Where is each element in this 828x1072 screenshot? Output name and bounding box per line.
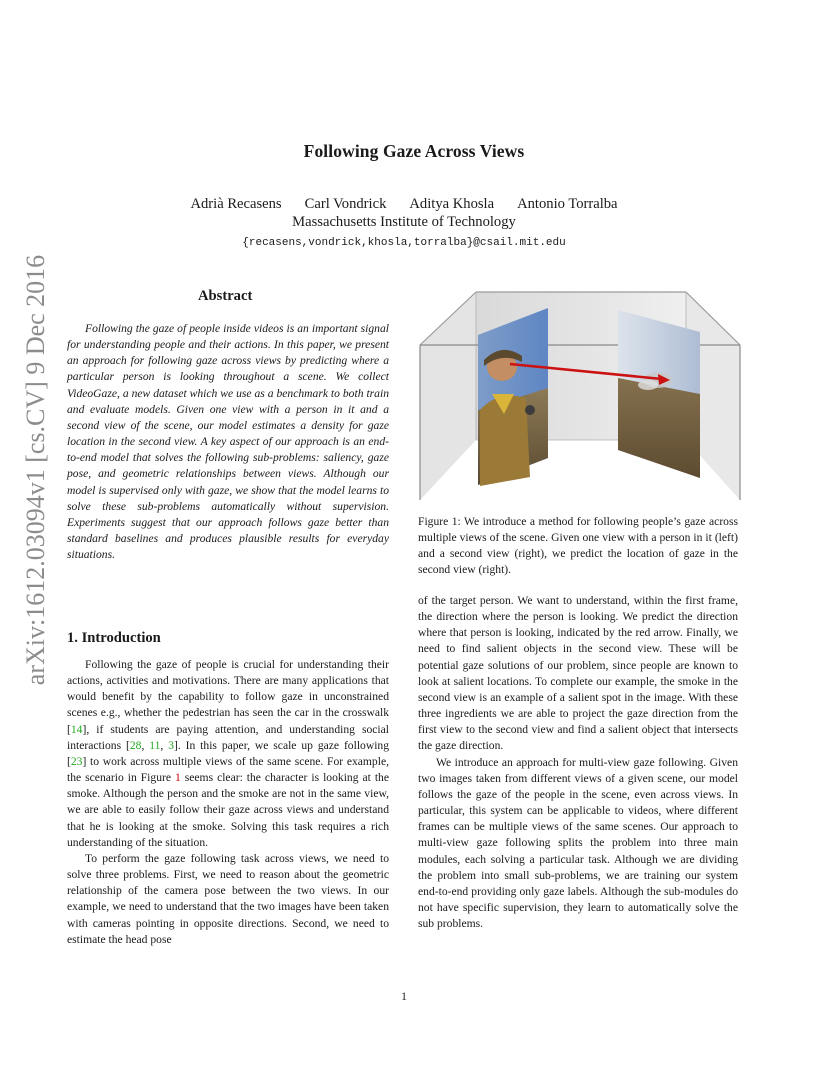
- citation-link[interactable]: 11: [149, 738, 161, 752]
- intro-right-column: [418, 593, 738, 932]
- intro-paragraph-2: To perform the gaze following task across views, we need to solve three problems. First, we need to reason about the geometric relationship of the camera pose between the two views. In our example, we need to understand that the two images have been taken with cameras pointing in opposite directions. Second, we need to estimate the head pose: [67, 851, 389, 946]
- author-emails: {recasens,vondrick,khosla,torralba}@csail.mit.edu: [242, 237, 566, 249]
- author-name: Adrià Recasens: [190, 196, 282, 212]
- figure-1: [418, 290, 742, 502]
- figure-1-caption: Figure 1: We introduce a method for following people’s gaze across multiple views of the scene. Given one view with a person in it (left) and a second view (right), we predict the location of gaze in the second view (right).: [418, 515, 738, 577]
- view-2-image: [618, 310, 700, 478]
- citation-link[interactable]: 3: [168, 738, 174, 752]
- page-number: 1: [401, 990, 407, 1003]
- abstract-heading: Abstract: [198, 288, 253, 304]
- arxiv-stamp: arXiv:1612.03094v1 [cs.CV] 9 Dec 2016: [21, 254, 50, 686]
- author-name: Carl Vondrick: [304, 196, 387, 212]
- figure-1-illustration: [418, 290, 742, 502]
- citation-link[interactable]: 23: [70, 754, 83, 768]
- author-name: Aditya Khosla: [409, 196, 495, 212]
- author-list: [0, 196, 808, 213]
- affiliation: Massachusetts Institute of Technology: [292, 214, 516, 230]
- paper-title: Following Gaze Across Views: [303, 141, 525, 161]
- abstract-text: Following the gaze of people inside videos is an important signal for understanding people and their actions. In this paper, we present an approach for following gaze across views by predicting where a particular person is looking throughout a scene. We collect VideoGaze, a new dataset which we use as a benchmark to both train and evaluate models. Given one view with a person in it and a second view of the scene, our model estimates a density for gaze location in the second view. A key aspect of our approach is an end-to-end model that solves the following sub-problems: saliency, gaze pose, and geometric relationships between views. Although our model is supervised only with gaze, we show that the model learns to solve these sub-problems automatically without supervision. Experiments suggest that our approach follows gaze better than standard baselines and produces plausible results for everyday situations.: [67, 322, 389, 562]
- figure-link[interactable]: 1: [174, 771, 181, 785]
- section-heading: 1. Introduction: [67, 630, 161, 646]
- citation-link[interactable]: 14: [70, 722, 83, 736]
- intro-left-column: [67, 657, 389, 948]
- author-name: Antonio Torralba: [517, 196, 618, 212]
- intro-paragraph-1: Following the gaze of people is crucial for understanding their actions, activities and motivations. There are many applications that would benefit by the capability to follow gaze in unconstrained scenes e.g., whether the pedestrian has seen the car in the crosswalk [14], if students are paying attention, and understanding social interactions [28, 11, 3]. In this paper, we scale up gaze following [23] to work across multiple views of the same scene. For example, the scenario in Figure 1 seems clear: the character is looking at the smoke. Although the person and the smoke are not in the same view, we are able to easily follow their gaze across views and understand that he is looking at the smoke. Solving this task requires a rich understanding of the situation.: [67, 658, 390, 849]
- abstract-body: [67, 321, 389, 563]
- citation-link[interactable]: 28: [129, 738, 142, 752]
- intro-paragraph-4: We introduce an approach for multi-view gaze following. Given two images taken from different views of a given scene, our model follows the gaze of the people in the scene, even across views. In particular, this system can be applicable to videos, where different frames can be multiple views of the same scenes. Our approach to multi-view gaze following splits the problem into three main modules, each solving a particular task. Although we are dividing the problem into small sub-problems, we are training our system end-to-end providing only gaze labels. Although the sub-modules do not have specific supervision, they learn to automatically solve the sub problems.: [418, 755, 738, 931]
- intro-paragraph-3: of the target person. We want to understand, within the first frame, the direction where the person is looking. We predict the direction where that person is looking, indicated by the red arrow. Finally, we need to find salient objects in the second view. These will be potential gaze solutions of our problem, since people are known to look at salient locations. To complete our example, the smoke in the second view is an example of a salient spot in the image. With these three ingredients we are able to project the gaze direction from the first view to the second view and find a salient object that intersects the gaze direction.: [418, 594, 738, 753]
- view-1-image: [478, 308, 548, 486]
